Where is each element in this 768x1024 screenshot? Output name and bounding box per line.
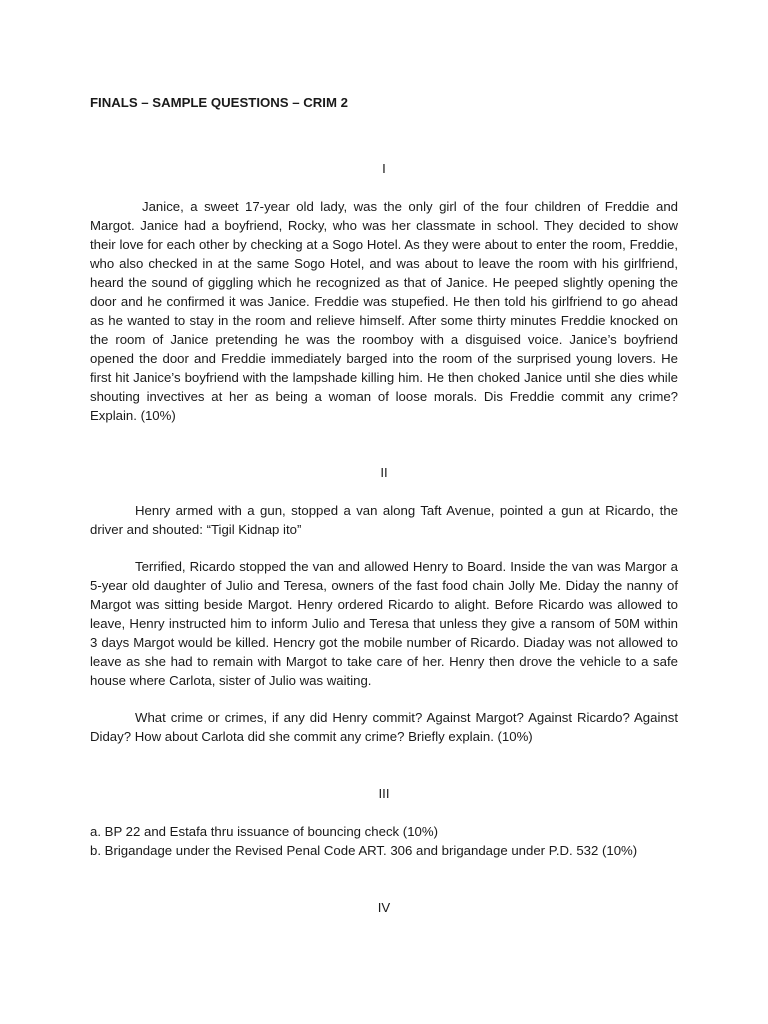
section-3-item-a: a. BP 22 and Estafa thru issuance of bouncing check (10%) xyxy=(90,824,438,839)
section-numeral-1: I xyxy=(382,161,386,176)
section-numeral-2: II xyxy=(380,465,388,480)
section-2-paragraph-3: What crime or crimes, if any did Henry commit? Against Margot? Against Ricardo? Against Diday? How about Carlota did she commit any crime? Briefly explain. (10%) xyxy=(90,710,678,744)
section-2-paragraph-1: Henry armed with a gun, stopped a van along Taft Avenue, pointed a gun at Ricardo, the driver and shouted: “Tigil Kidnap ito” xyxy=(90,503,678,537)
section-1-paragraph-1: Janice, a sweet 17-year old lady, was the only girl of the four children of Freddie and Margot. Janice had a boyfriend, Rocky, who was her classmate in school. They decided to show their love for each other by checking at a Sogo Hotel. As they were about to enter the room, Freddie, who also checked in at the same Sogo Hotel, and was about to leave the room with his girlfriend, heard the sound of giggling which he recognized as that of Janice. He peeped slightly opening the door and he confirmed it was Janice. Freddie was stupefied. He then told his girlfriend to go ahead as he wanted to stay in the room and relieve himself. After some thirty minutes Freddie knocked on the room of Janice pretending he was the roomboy with a disguised voice. Janice’s boyfriend opened the door and Freddie immediately barged into the room of the surprised young lovers. He first hit Janice’s boyfriend with the lampshade killing him. He then choked Janice until she dies while shouting invectives at her as being a woman of loose morals. Dis Freddie commit any crime? Explain. (10%) xyxy=(90,199,678,423)
section-3-item-b: b. Brigandage under the Revised Penal Code ART. 306 and brigandage under P.D. 532 (10%) xyxy=(90,843,638,858)
section-numeral-3: III xyxy=(378,786,390,801)
section-2-paragraph-2: Terrified, Ricardo stopped the van and allowed Henry to Board. Inside the van was Margor a 5-year old daughter of Julio and Teresa, owners of the fast food chain Jolly Me. Diday the nanny of Margot was sitting beside Margot. Henry ordered Ricardo to alight. Before Ricardo was allowed to leave, Henry instructed him to inform Julio and Teresa that unless they give a ransom of 50M within 3 days Margot would be killed. Hencry got the mobile number of Ricardo. Diaday was not allowed to leave as she had to remain with Margot to take care of her. Henry then drove the vehicle to a safe house where Carlota, sister of Julio was waiting. xyxy=(90,559,678,688)
document-title: FINALS – SAMPLE QUESTIONS – CRIM 2 xyxy=(90,95,348,110)
section-numeral-4: IV xyxy=(377,900,391,915)
document-page xyxy=(90,93,678,917)
